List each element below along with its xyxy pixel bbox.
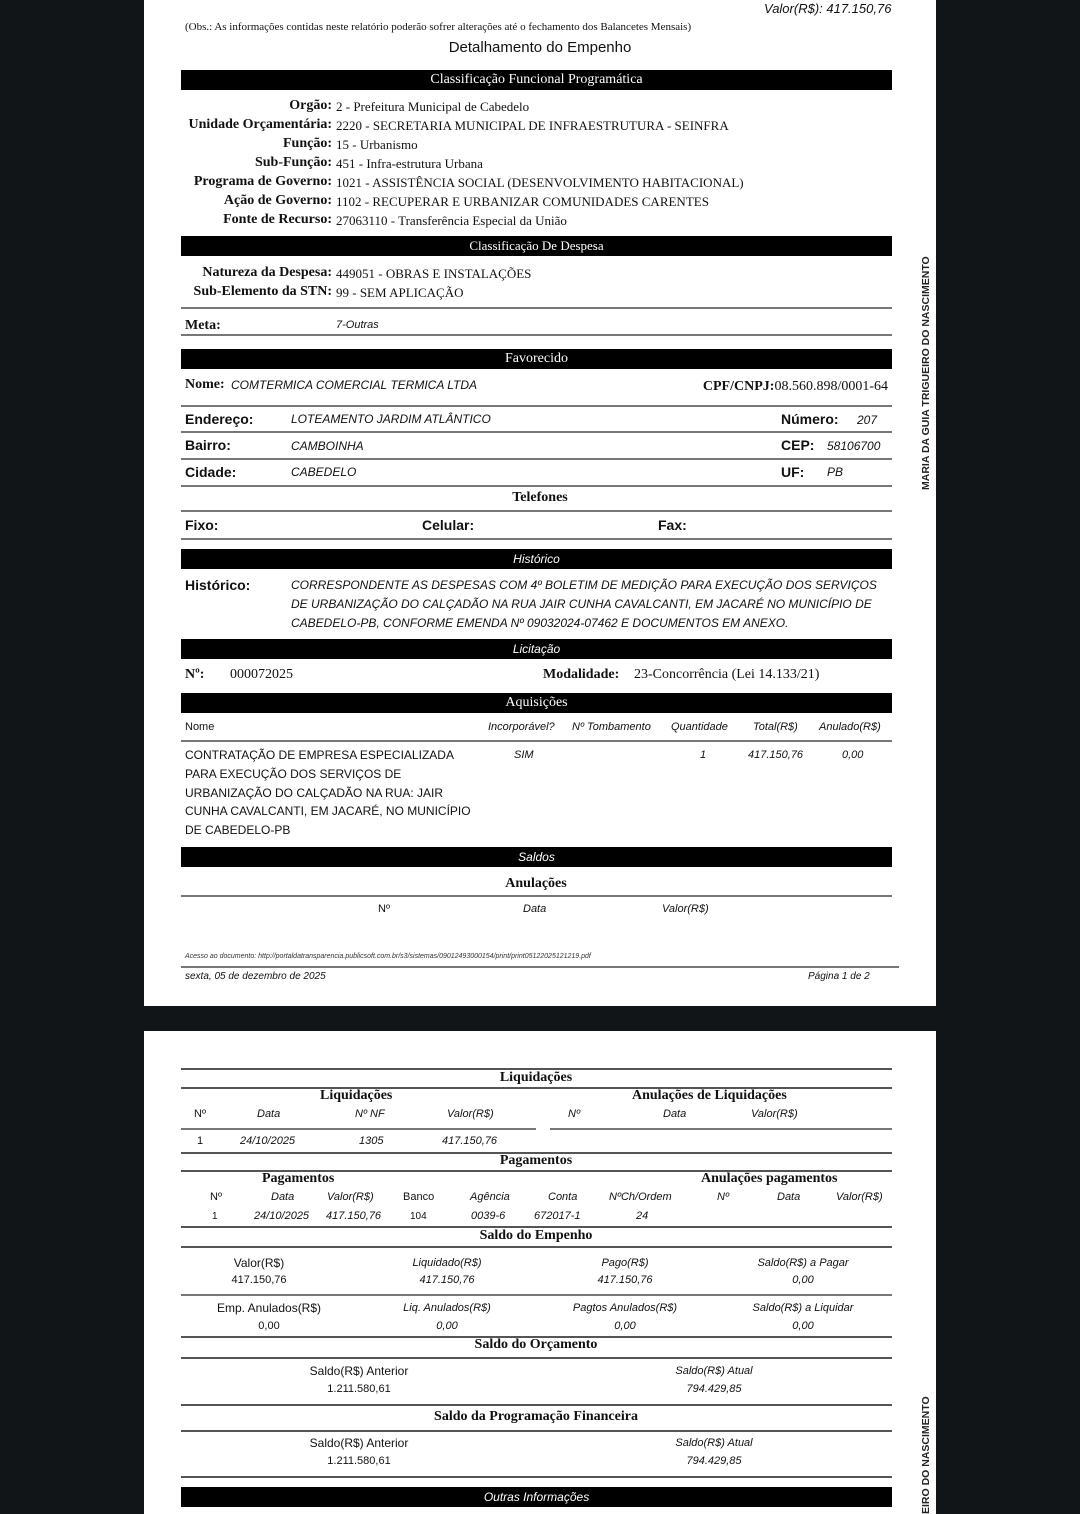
- divider: [181, 1476, 892, 1478]
- column-header: Quantidade: [671, 721, 728, 733]
- pagamento-banco: 104: [410, 1211, 427, 1222]
- saldo-programacao-title: Saldo da Programação Financeira: [434, 1409, 638, 1424]
- sub-funcao-value: 451 - Infra-estrutura Urbana: [336, 156, 483, 171]
- liquidacao-valor: 417.150,76: [442, 1135, 498, 1147]
- divider: [181, 740, 892, 742]
- saldo-empenho-value: 0,00: [614, 1320, 636, 1332]
- digital-signature-name-partial: EIRO DO NASCIMENTO: [920, 1396, 932, 1514]
- saldo-empenho-value: 0,00: [792, 1274, 814, 1286]
- aquisicao-nome-line: URBANIZAÇÃO DO CALÇADÃO NA RUA: JAIR: [185, 786, 444, 800]
- divider: [181, 431, 892, 433]
- liquidacao-nf: 1305: [359, 1135, 384, 1147]
- programa-governo-value: 1021 - ASSISTÊNCIA SOCIAL (DESENVOLVIMENTO HABITACIONAL): [336, 175, 744, 190]
- divider: [181, 1246, 892, 1248]
- cidade-label: Cidade:: [185, 464, 237, 480]
- bairro-label: Bairro:: [185, 437, 231, 453]
- divider: [181, 1404, 892, 1406]
- saldo-empenho-value: 0,00: [792, 1320, 814, 1332]
- unidade-orcamentaria-label: Unidade Orçamentária:: [188, 117, 332, 132]
- footer-date: sexta, 05 de dezembro de 2025: [185, 971, 326, 982]
- uf-value: PB: [827, 465, 844, 479]
- section-bar-outras-informacoes: Outras Informações: [181, 1487, 892, 1507]
- footer-divider: [181, 966, 899, 968]
- column-header: Valor(R$): [751, 1108, 798, 1120]
- unidade-orcamentaria-value: 2220 - SECRETARIA MUNICIPAL DE INFRAESTRUTURA - SEINFRA: [336, 118, 729, 133]
- header-valor: Valor(R$): 417.150,76: [764, 1, 892, 16]
- column-header: Valor(R$): [447, 1108, 494, 1120]
- column-header: Nº Tombamento: [572, 721, 651, 733]
- cidade-value: CABEDELO: [291, 465, 357, 479]
- column-header: Incorporável?: [488, 721, 555, 733]
- divider: [181, 510, 892, 512]
- pagamento-ordem: 24: [636, 1210, 649, 1222]
- divider: [550, 1128, 892, 1130]
- nome-value: COMTERMICA COMERCIAL TERMICA LTDA: [231, 378, 478, 392]
- sub-funcao-label: Sub-Função:: [254, 155, 332, 170]
- section-bar-aquisicoes: Aquisições: [181, 693, 892, 713]
- pagamentos-subtitle: Pagamentos: [262, 1171, 335, 1186]
- column-header: Agência: [470, 1191, 510, 1203]
- page-title: Detalhamento do Empenho: [448, 39, 632, 56]
- acesso-link[interactable]: Acesso ao documento: http://portaldatransparencia.publicsoft.com.br/s3/sistemas/09012493000154/print/print05122025121219.pdf: [185, 953, 591, 960]
- divider: [181, 307, 892, 309]
- aquisicao-nome-line: CONTRATAÇÃO DE EMPRESA ESPECIALIZADA: [185, 748, 454, 762]
- digital-signature-name: MARIA DA GUIA TRIGUEIRO DO NASCIMENTO: [920, 256, 932, 490]
- section-bar-licitacao: Licitação: [181, 639, 892, 659]
- nome-label: Nome:: [185, 377, 225, 392]
- saldo-programacao-atual-label: Saldo(R$) Atual: [675, 1437, 753, 1449]
- saldo-orcamento-atual-value: 794.429,85: [686, 1383, 742, 1395]
- bairro-value: CAMBOINHA: [291, 439, 364, 453]
- natureza-despesa-value: 449051 - OBRAS E INSTALAÇÕES: [336, 266, 532, 281]
- cnpj-value: 08.560.898/0001-64: [774, 379, 888, 394]
- saldo-empenho-label: Pagtos Anulados(R$): [572, 1302, 678, 1314]
- saldo-orcamento-anterior-label: Saldo(R$) Anterior: [309, 1364, 409, 1378]
- fonte-recurso-label: Fonte de Recurso:: [223, 212, 332, 227]
- endereco-value: LOTEAMENTO JARDIM ATLÂNTICO: [291, 412, 491, 426]
- cnpj-label: CPF/CNPJ:: [702, 379, 775, 394]
- column-header: Data: [663, 1108, 687, 1120]
- column-header: Data: [271, 1191, 295, 1203]
- saldo-empenho-label: Valor(R$): [233, 1256, 285, 1270]
- modalidade-value: 23-Concorrência (Lei 14.133/21): [634, 667, 820, 682]
- programa-governo-label: Programa de Governo:: [193, 174, 332, 189]
- meta-label: Meta:: [185, 318, 221, 333]
- aquisicao-nome-line: DE CABEDELO-PB: [185, 823, 291, 837]
- column-header: Valor(R$): [836, 1191, 883, 1203]
- saldo-empenho-title: Saldo do Empenho: [479, 1228, 593, 1243]
- saldo-empenho-label: Liquidado(R$): [412, 1257, 482, 1269]
- section-bar-favorecido: Favorecido: [181, 349, 892, 369]
- liquidacao-numero: 1: [197, 1135, 204, 1147]
- pagamento-data: 24/10/2025: [254, 1210, 310, 1222]
- divider: [181, 1357, 892, 1359]
- aquisicao-nome-line: CUNHA CAVALCANTI, EM JACARÉ, NO MUNICÍPIO: [185, 804, 471, 818]
- aquisicao-anulado: 0,00: [842, 749, 864, 761]
- saldo-empenho-value: 417.150,76: [419, 1274, 475, 1286]
- fixo-label: Fixo:: [185, 517, 219, 533]
- column-header: NºCh/Ordem: [609, 1191, 672, 1203]
- orgao-value: 2 - Prefeitura Municipal de Cabedelo: [336, 99, 530, 114]
- section-bar-historico: Histórico: [181, 549, 892, 569]
- column-header: Data: [523, 903, 547, 915]
- column-header: Nº: [378, 903, 390, 915]
- acao-governo-value: 1102 - RECUPERAR E URBANIZAR COMUNIDADES CARENTES: [336, 194, 709, 209]
- column-header: Anulado(R$): [819, 721, 881, 733]
- pagamento-conta: 672017-1: [534, 1210, 581, 1222]
- liquidacao-data: 24/10/2025: [240, 1135, 296, 1147]
- historico-line: CABEDELO-PB, CONFORME EMENDA Nº 09032024-07462 E DOCUMENTOS EM ANEXO.: [291, 616, 789, 630]
- sub-elemento-value: 99 - SEM APLICAÇÃO: [336, 285, 464, 300]
- aquisicao-quantidade: 1: [700, 749, 707, 761]
- uf-label: UF:: [781, 464, 805, 480]
- orgao-label: Orgão:: [289, 98, 332, 113]
- divider: [181, 1128, 536, 1130]
- aquisicao-incorporavel: SIM: [514, 749, 534, 761]
- saldo-programacao-anterior-label: Saldo(R$) Anterior: [309, 1436, 409, 1450]
- saldo-orcamento-anterior-value: 1.211.580,61: [327, 1383, 391, 1395]
- anulacoes-title: Anulações: [505, 876, 567, 891]
- divider: [181, 334, 892, 336]
- cep-value: 58106700: [827, 439, 881, 453]
- saldo-orcamento-title: Saldo do Orçamento: [474, 1337, 598, 1352]
- saldo-empenho-label: Emp. Anulados(R$): [216, 1301, 322, 1315]
- liquidacoes-title: Liquidações: [499, 1070, 573, 1085]
- pagamento-agencia: 0039-6: [471, 1210, 506, 1222]
- historico-line: DE URBANIZAÇÃO DO CALÇADÃO NA RUA JAIR CUNHA CAVALCANTI, EM JACARÉ NO MUNICÍPIO DE: [291, 597, 872, 611]
- saldo-empenho-label: Liq. Anulados(R$): [403, 1302, 491, 1314]
- column-header: Nº: [717, 1191, 729, 1203]
- saldo-orcamento-atual-label: Saldo(R$) Atual: [675, 1365, 753, 1377]
- column-header: Nº: [568, 1108, 580, 1120]
- saldo-programacao-atual-value: 794.429,85: [686, 1455, 742, 1467]
- aquisicao-total: 417.150,76: [748, 749, 804, 761]
- telefones-title: Telefones: [512, 490, 568, 505]
- pagamento-valor: 417.150,76: [326, 1210, 382, 1222]
- document-page-1: [144, 0, 936, 1006]
- liquidacoes-subtitle: Liquidações: [320, 1088, 393, 1103]
- acao-governo-label: Ação de Governo:: [223, 193, 332, 208]
- fax-label: Fax:: [658, 517, 687, 533]
- cnpj: [703, 377, 888, 395]
- footer-page-number: Página 1 de 2: [808, 971, 870, 982]
- column-header: Data: [777, 1191, 801, 1203]
- endereco-label: Endereço:: [185, 411, 254, 427]
- saldo-programacao-anterior-value: 1.211.580,61: [327, 1455, 391, 1467]
- sub-elemento-label: Sub-Elemento da STN:: [193, 284, 332, 299]
- saldo-empenho-value: 0,00: [436, 1320, 458, 1332]
- column-header: Valor(R$): [327, 1191, 374, 1203]
- divider: [181, 1294, 892, 1296]
- licitacao-numero-value: 000072025: [230, 667, 293, 682]
- anulacoes-liquidacoes-subtitle: Anulações de Liquidações: [632, 1088, 787, 1103]
- pagamento-numero: 1: [212, 1211, 218, 1222]
- saldo-empenho-value: 417.150,76: [597, 1274, 653, 1286]
- saldo-empenho-label: Saldo(R$) a Pagar: [757, 1257, 849, 1269]
- column-header: Nº: [194, 1108, 206, 1120]
- saldo-empenho-label: Pago(R$): [601, 1257, 649, 1269]
- saldo-empenho-label: Saldo(R$) a Liquidar: [752, 1302, 854, 1314]
- section-bar-classificacao-despesa: Classificação De Despesa: [181, 236, 892, 256]
- column-header: Banco: [403, 1191, 435, 1203]
- celular-label: Celular:: [422, 517, 475, 533]
- licitacao-numero-label: Nº:: [185, 667, 205, 682]
- divider: [181, 1430, 892, 1432]
- saldo-empenho-value: 0,00: [258, 1320, 280, 1332]
- natureza-despesa-label: Natureza da Despesa:: [202, 265, 332, 280]
- divider: [181, 405, 892, 407]
- aquisicao-nome-line: PARA EXECUÇÃO DOS SERVIÇOS DE: [185, 767, 402, 781]
- column-header: Nome: [185, 721, 215, 733]
- anulacoes-pagamentos-subtitle: Anulações pagamentos: [701, 1171, 838, 1186]
- divider: [181, 458, 892, 460]
- divider: [181, 538, 892, 540]
- column-header: Total(R$): [753, 721, 798, 733]
- column-header: Conta: [548, 1191, 578, 1203]
- historico-label: Histórico:: [185, 577, 251, 593]
- pagamentos-title: Pagamentos: [499, 1153, 573, 1168]
- section-bar-classificacao-funcional: Classificação Funcional Programática: [181, 70, 892, 90]
- divider: [181, 485, 892, 487]
- document-page-2: [144, 1031, 936, 1514]
- saldo-empenho-value: 417.150,76: [231, 1274, 287, 1286]
- modalidade-label: Modalidade:: [543, 667, 620, 682]
- historico-line: CORRESPONDENTE AS DESPESAS COM 4º BOLETIM DE MEDIÇÃO PARA EXECUÇÃO DOS SERVIÇOS: [291, 578, 877, 592]
- column-header: Nº NF: [355, 1108, 385, 1120]
- column-header: Nº: [210, 1191, 222, 1203]
- section-bar-saldos: Saldos: [181, 847, 892, 867]
- funcao-value: 15 - Urbanismo: [336, 137, 418, 152]
- cep-label: CEP:: [781, 437, 815, 453]
- numero-label: Número:: [781, 411, 839, 427]
- divider: [181, 895, 892, 897]
- column-header: Data: [257, 1108, 281, 1120]
- fonte-recurso-value: 27063110 - Transferência Especial da União: [336, 213, 567, 228]
- funcao-label: Função:: [283, 136, 332, 151]
- numero-value: 207: [857, 413, 878, 427]
- column-header: Valor(R$): [662, 903, 709, 915]
- header-obs: (Obs.: As informações contidas neste relatório poderão sofrer alterações até o fechamento dos Balancetes Mensais): [185, 21, 692, 33]
- meta-value: 7-Outras: [336, 319, 379, 331]
